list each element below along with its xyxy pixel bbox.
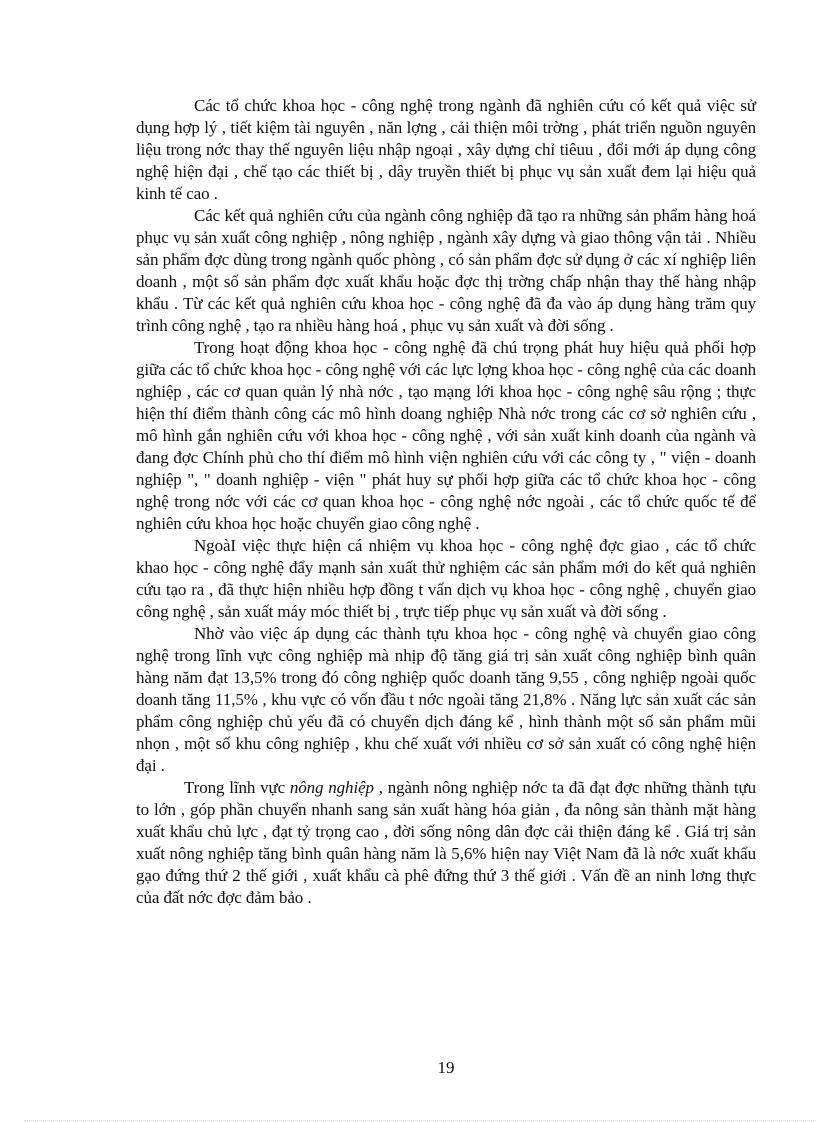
page-number: 19 (437, 1058, 455, 1077)
paragraph-agriculture (136, 777, 756, 909)
paragraph-production-trials: NgoàI việc thực hiện cá nhiệm vụ khoa học - công nghệ đợc giao , các tổ chức khao học - công nghệ đẩy mạnh sản xuất thử nghiệm các sản phẩm mới do kết quả nghiên cứu tạo ra , đã thực hiện nhiều hợp đồng t vấn dịch vụ khoa học - công nghệ , chuyển giao công nghệ , sản xuất máy móc thiết bị , trực tiếp phục vụ sản xuất và đời sống . (136, 536, 756, 621)
paragraph-agriculture-lead: Trong lĩnh vực (184, 778, 290, 797)
paragraph-agriculture-rest: , ngành nông nghiệp nớc ta đã đạt đợc những thành tựu to lớn , góp phần chuyển nhanh sang sản xuất hàng hóa giản , đa nông sản thành mặt hàng xuất khẩu chủ lực , đạt tỷ trọng cao , đời sống nông dân đợc cải thiện đáng kể . Giá trị sản xuất nông nghiệp tăng bình quân hàng năm là 5,6% hiện nay Việt Nam đã là nớc xuất khẩu gạo đứng thứ 2 thế giới , xuất khẩu cà phê đứng thứ 3 thế giới . Vấn đề an ninh lơng thực của đất nớc đợc đảm bảo . (136, 778, 756, 907)
footer-divider (24, 1120, 816, 1121)
document-body (136, 95, 756, 909)
agriculture-emphasis: nông nghiệp (289, 778, 374, 797)
paragraph-science-organizations: Các tổ chức khoa học - công nghệ trong ngành đã nghiên cứu có kết quả việc sử dụng hợp lý , tiết kiệm tài nguyên , năn lợng , cải thiện môi trờng , phát triển nguồn nguyên liệu trong nớc thay thế nguyên liệu nhập ngoại , xây dựng chỉ tiêuu , đổi mới áp dụng công nghệ hiện đại , chế tạo các thiết bị , dây truyền thiết bị phục vụ sản xuất đem lại hiệu quả kinh tế cao . (136, 96, 756, 203)
paragraph-cooperation: Trong hoạt động khoa học - công nghệ đã chú trọng phát huy hiệu quả phối hợp giữa các tổ chức khoa học - công nghệ với các lực lợng khoa học - công nghệ của các doanh nghiệp , các cơ quan quản lý nhà nớc , tạo mạng lới khoa học - công nghệ sâu rộng ; thực hiện thí điểm thành công các mô hình doang nghiệp Nhà nớc trong các cơ sở nghiên cứu , mô hình gắn nghiên cứu với khoa học - công nghệ , với sản xuất kinh doanh của ngành và đang đợc Chính phủ cho thí điểm mô hình viện nghiên cứu với các công ty , " viện - doanh nghiệp ", " doanh nghiệp - viện " phát huy sự phối hợp giữa các tổ chức khoa học - công nghệ trong nớc với các cơ quan khoa học - công nghệ nớc ngoài , các tổ chức quốc tế để nghiên cứu khoa học hoặc chuyển giao công nghệ . (136, 338, 756, 533)
paragraph-industry-growth: Nhờ vào việc áp dụng các thành tựu khoa học - công nghệ và chuyển giao công nghệ trong lĩnh vực công nghiệp mà nhịp độ tăng giá trị sản xuất công nghiệp bình quân hàng năm đạt 13,5% trong đó công nghiệp quốc doanh tăng 9,55 , công nghiệp ngoài quốc doanh tăng 11,5% , khu vực có vốn đầu t nớc ngoài tăng 21,8% . Năng lực sản xuất các sản phẩm công nghiệp chủ yếu đã có chuyển dịch đáng kể , hình thành một số sản phẩm mũi nhọn , một số khu công nghiệp , khu chế xuất với nhiều cơ sở sản xuất có công nghệ hiện đại . (136, 624, 756, 775)
paragraph-research-results: Các kết quả nghiên cứu của ngành công nghiệp đã tạo ra những sản phẩm hàng hoá phục vụ sản xuất công nghiệp , nông nghiệp , ngành xây dựng và giao thông vận tải . Nhiều sản phẩm đợc dùng trong ngành quốc phòng , có sản phẩm đợc sử dụng ở các xí nghiệp liên doanh , một số sản phẩm đợc xuất khẩu hoặc đợc thị trờng chấp nhận thay thế hàng nhập khẩu . Từ các kết quả nghiên cứu khoa học - công nghệ đã đa vào áp dụng hàng trăm quy trình công nghệ , tạo ra nhiều hàng hoá , phục vụ sản xuất và đời sống . (136, 206, 756, 335)
